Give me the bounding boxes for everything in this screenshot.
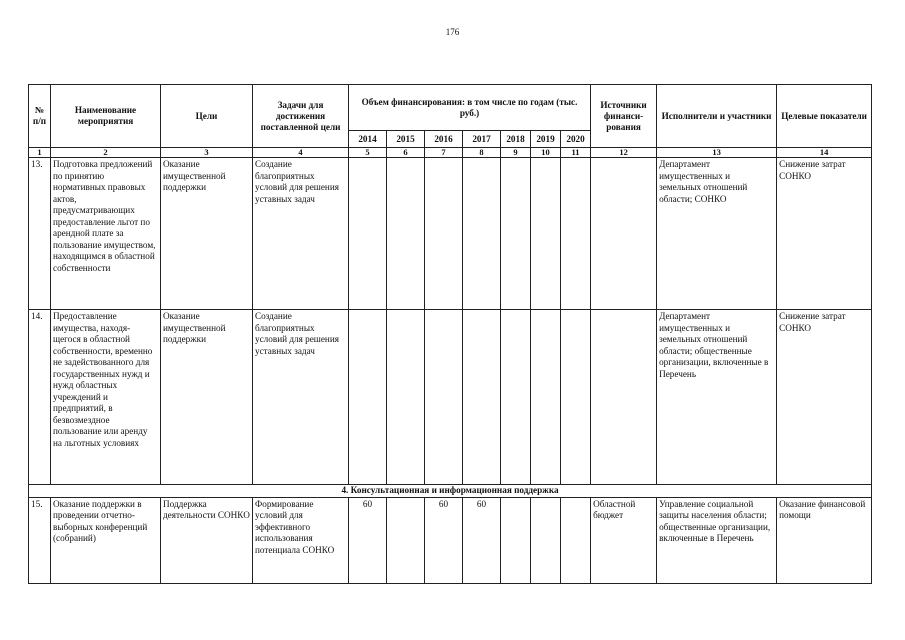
activity-goal: Оказание имущественной поддержки — [161, 158, 253, 310]
section-row — [29, 485, 872, 498]
amount-2018 — [501, 158, 531, 310]
amount-2015 — [387, 158, 425, 310]
column-number: 7 — [425, 148, 463, 158]
column-number: 6 — [387, 148, 425, 158]
header-name: Наименование мероприятия — [51, 85, 161, 148]
table-row — [29, 310, 872, 485]
column-number: 1 — [29, 148, 51, 158]
activity-task: Формирование условий для эффективного использования потенциала СОНКО — [253, 497, 349, 583]
column-number: 14 — [777, 148, 872, 158]
amount-2014 — [349, 310, 387, 485]
header-num: № п/п — [29, 85, 51, 148]
header-goals: Цели — [161, 85, 253, 148]
amount-2016: 60 — [425, 497, 463, 583]
header-year: 2014 — [349, 131, 387, 148]
executors: Управление социальной защиты населения области; общественные организации, включенные в Перечень — [657, 497, 777, 583]
column-number: 5 — [349, 148, 387, 158]
activity-goal: Оказание имущественной поддержки — [161, 310, 253, 485]
amount-2020 — [561, 310, 591, 485]
header-executors: Исполнители и участники — [657, 85, 777, 148]
amount-2019 — [531, 497, 561, 583]
header-year: 2020 — [561, 131, 591, 148]
column-numbers-row — [29, 148, 872, 158]
program-activities-table — [28, 84, 872, 584]
amount-2016 — [425, 158, 463, 310]
header-tasks: Задачи для достижения поставленной цели — [253, 85, 349, 148]
column-number: 11 — [561, 148, 591, 158]
amount-2018 — [501, 497, 531, 583]
activity-goal: Поддержка деятельности СОНКО — [161, 497, 253, 583]
target-indicator: Оказание финансовой помощи — [777, 497, 872, 583]
column-number: 10 — [531, 148, 561, 158]
header-financing: Объем финансирования: в том числе по годам (тыс. руб.) — [349, 85, 591, 131]
funding-source — [591, 310, 657, 485]
activity-task: Создание благоприятных условий для решения уставных задач — [253, 310, 349, 485]
column-number: 8 — [463, 148, 501, 158]
amount-2014: 60 — [349, 497, 387, 583]
amount-2018 — [501, 310, 531, 485]
header-year: 2019 — [531, 131, 561, 148]
amount-2019 — [531, 158, 561, 310]
column-number: 13 — [657, 148, 777, 158]
funding-source: Областной бюджет — [591, 497, 657, 583]
amount-2017 — [463, 310, 501, 485]
header-row — [29, 85, 872, 131]
header-year: 2017 — [463, 131, 501, 148]
section-title: 4. Консультационная и информационная поддержка — [29, 485, 872, 498]
activity-task: Создание благоприятных условий для решения уставных задач — [253, 158, 349, 310]
header-year: 2018 — [501, 131, 531, 148]
activity-name: Предоставление имущества, находя-щегося в областной собственности, временно не задействованного для государственных нужд и нужд областных учреждений и предприятий, в безвозмездное пользование или аренду на льготных условиях — [51, 310, 161, 485]
row-number: 13. — [29, 158, 51, 310]
amount-2015 — [387, 497, 425, 583]
amount-2020 — [561, 158, 591, 310]
header-year: 2015 — [387, 131, 425, 148]
executors: Департамент имущественных и земельных отношений области; СОНКО — [657, 158, 777, 310]
row-number: 14. — [29, 310, 51, 485]
column-number: 2 — [51, 148, 161, 158]
column-number: 12 — [591, 148, 657, 158]
table-row — [29, 158, 872, 310]
target-indicator: Снижение затрат СОНКО — [777, 158, 872, 310]
column-number: 9 — [501, 148, 531, 158]
amount-2016 — [425, 310, 463, 485]
activity-name: Оказание поддержки в проведении отчетно-выборных конференций (собраний) — [51, 497, 161, 583]
page-number: 176 — [445, 27, 460, 37]
header-indicators: Целевые показатели — [777, 85, 872, 148]
table-row — [29, 497, 872, 583]
amount-2017: 60 — [463, 497, 501, 583]
header-sources: Источники финанси-рования — [591, 85, 657, 148]
amount-2019 — [531, 310, 561, 485]
column-number: 3 — [161, 148, 253, 158]
executors: Департамент имущественных и земельных отношений области; общественные организации, включенные в Перечень — [657, 310, 777, 485]
funding-source — [591, 158, 657, 310]
amount-2020 — [561, 497, 591, 583]
amount-2017 — [463, 158, 501, 310]
row-number: 15. — [29, 497, 51, 583]
target-indicator: Снижение затрат СОНКО — [777, 310, 872, 485]
header-year: 2016 — [425, 131, 463, 148]
amount-2014 — [349, 158, 387, 310]
amount-2015 — [387, 310, 425, 485]
activity-name: Подготовка предложений по принятию нормативных правовых актов, предусматривающих предоставление льгот по арендной плате за пользование имуществом, находящимся в областной собственности — [51, 158, 161, 310]
column-number: 4 — [253, 148, 349, 158]
